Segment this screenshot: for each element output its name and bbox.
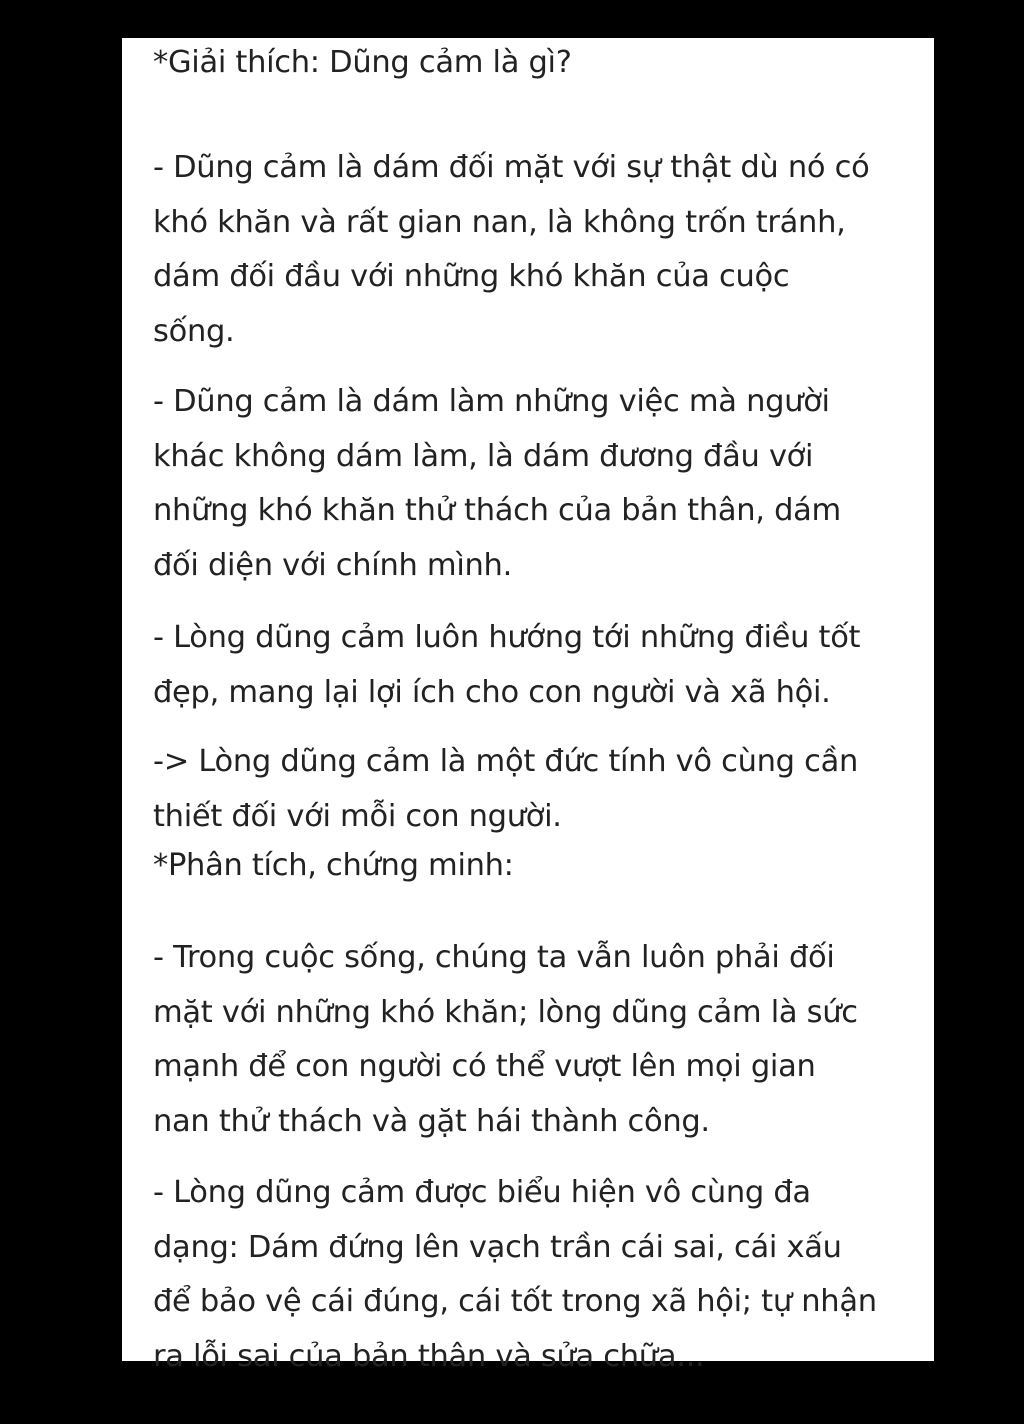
text-line: nan thử thách và gặt hái thành công. bbox=[153, 1103, 710, 1139]
text-line: - Dũng cảm là dám đối mặt với sự thật dù nó có bbox=[153, 150, 870, 185]
text-line: - Lòng dũng cảm luôn hướng tới những điều tốt bbox=[153, 620, 861, 655]
text-line: *Phân tích, chứng minh: bbox=[153, 848, 514, 883]
text-line: thiết đối với mỗi con người. bbox=[153, 798, 562, 834]
text-line: những khó khăn thử thách của bản thân, dám bbox=[153, 493, 841, 528]
text-line: - Dũng cảm là dám làm những việc mà người bbox=[153, 384, 830, 419]
text-line: dám đối đầu với những khó khăn của cuộc bbox=[153, 259, 790, 294]
text-line: sống. bbox=[153, 313, 235, 349]
text-line: ra lỗi sai của bản thân và sửa chữa... bbox=[153, 1338, 705, 1374]
text-line: - Trong cuộc sống, chúng ta vẫn luôn phải đối bbox=[153, 940, 835, 975]
text-line: *Giải thích: Dũng cảm là gì? bbox=[153, 45, 572, 80]
text-line: khác không dám làm, là dám đương đầu với bbox=[153, 438, 814, 474]
text-line: để bảo vệ cái đúng, cái tốt trong xã hội; tự nhận bbox=[153, 1284, 877, 1319]
text-line: mặt với những khó khăn; lòng dũng cảm là sức bbox=[153, 994, 858, 1030]
text-line: khó khăn và rất gian nan, là không trốn tránh, bbox=[153, 204, 846, 240]
paragraph-analysis-2 bbox=[153, 1166, 877, 1384]
paragraph-definition-3 bbox=[153, 611, 860, 720]
paragraph-conclusion bbox=[153, 735, 858, 844]
paragraph-analysis-1 bbox=[153, 931, 858, 1149]
text-line: đẹp, mang lại lợi ích cho con người và xã hội. bbox=[153, 674, 831, 710]
heading-analysis bbox=[153, 839, 514, 894]
paragraph-definition-2 bbox=[153, 375, 841, 593]
text-line: - Lòng dũng cảm được biểu hiện vô cùng đa bbox=[153, 1175, 811, 1210]
heading-explanation bbox=[153, 36, 572, 91]
paragraph-definition-1 bbox=[153, 141, 869, 359]
text-line: đối diện với chính mình. bbox=[153, 547, 512, 583]
text-line: dạng: Dám đứng lên vạch trần cái sai, cái xấu bbox=[153, 1229, 842, 1265]
text-line: -> Lòng dũng cảm là một đức tính vô cùng cần bbox=[153, 744, 859, 779]
text-line: mạnh để con người có thể vượt lên mọi gian bbox=[153, 1049, 816, 1084]
document-page bbox=[122, 38, 934, 1374]
